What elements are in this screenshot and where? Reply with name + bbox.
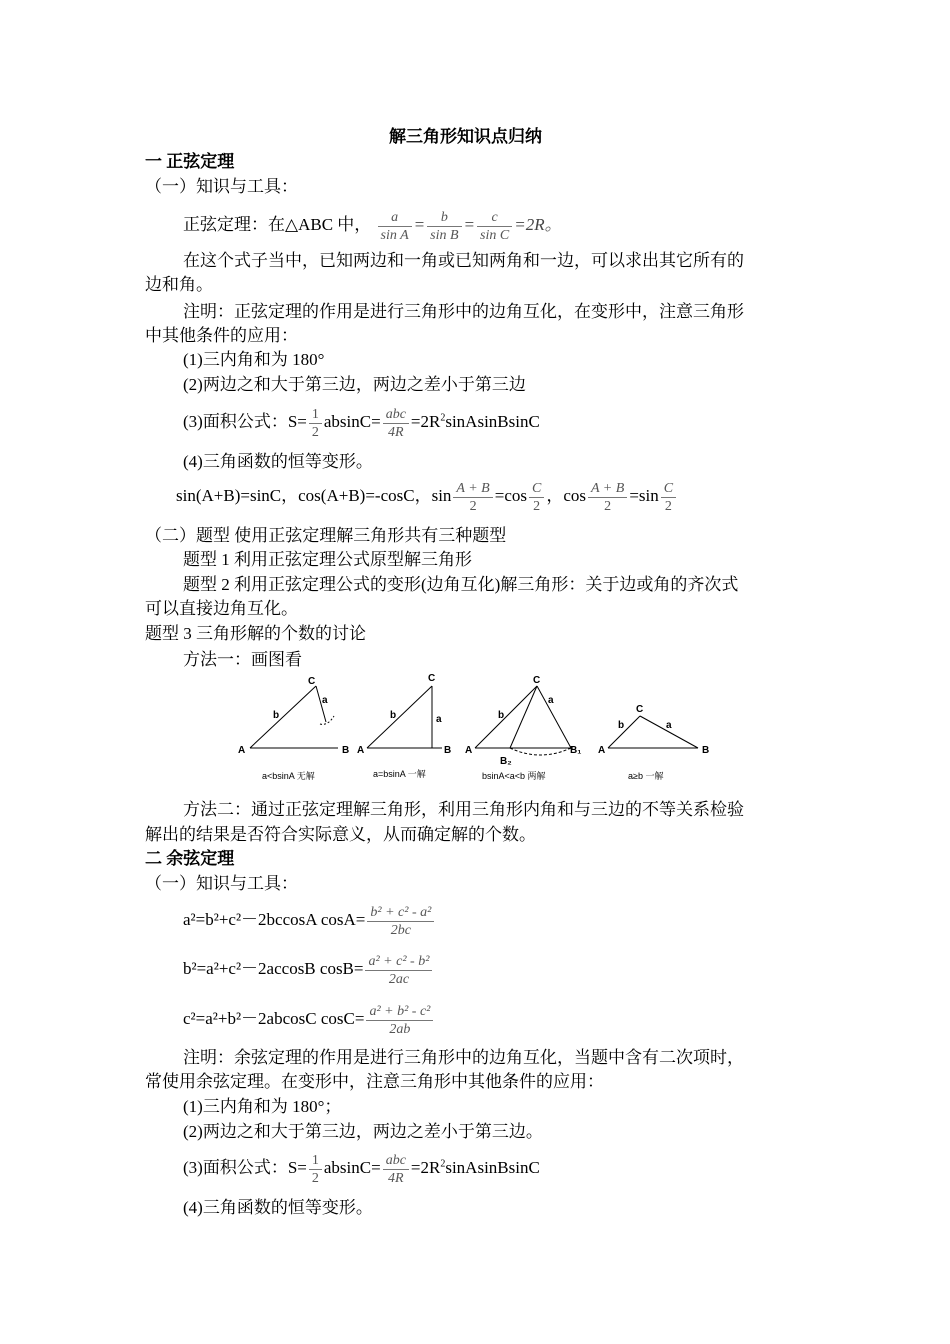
fig2-label-a: a	[436, 714, 442, 725]
frac-c-sinC: $\frac{c}{\text{sin C}}$	[477, 209, 512, 244]
fig1-label-C: C	[308, 676, 316, 687]
fig4-label-A: A	[598, 745, 606, 756]
fig2-label-C: C	[428, 673, 436, 684]
s1-type-2a: 题型 2 利用正弦定理公式的变形(边角互化)解三角形：关于边或角的齐次式	[183, 575, 739, 594]
s1-method-1: 方法一：画图看	[183, 650, 302, 669]
s1-cond-4: (4)三角函数的恒等变形。	[183, 452, 373, 471]
cosine-law-b: b²=a²+c²－2accosB cosB= $\frac{\text{a² + c² - b²}}{2ac}$	[183, 947, 434, 991]
fig4-label-b: b	[618, 720, 625, 731]
frac-abc-4R: $\frac{\text{abc}}{4R}$	[383, 406, 409, 441]
s2-subheading-1: （一）知识与工具：	[145, 874, 298, 893]
fig1-label-a: a	[322, 695, 328, 706]
frac-cosB: $\frac{\text{a² + c² - b²}}{2ac}$	[365, 953, 432, 988]
fig2-label-A: A	[357, 745, 365, 756]
s1-type-3: 题型 3 三角形解的个数的讨论	[145, 624, 366, 643]
fig4-label-C: C	[636, 704, 644, 715]
s1-cond-2: (2)两边之和大于第三边，两边之差小于第三边	[183, 375, 526, 394]
sine-law-lead: 正弦定理：在△ABC 中，	[183, 215, 372, 234]
s1-method-2b: 解出的结果是否符合实际意义，从而确定解的个数。	[145, 825, 536, 844]
section-1-heading: 一 正弦定理	[145, 152, 235, 171]
s2-area-formula: (3)面积公式：S= $\frac{1}{2}$ absinC= $\frac{\text{abc}}{4R}$ $=2R^2sinAsinBsinC$	[183, 1152, 540, 1186]
s1-para-1a: 在这个式子当中，已知两边和一角或已知两角和一边，可以求出其它所有的	[183, 251, 744, 270]
s1-cond-1: (1)三内角和为 180°	[183, 350, 325, 369]
frac-C-2b: $\frac{C}{2}$	[661, 480, 676, 515]
fig3-label-B1: B₁	[570, 745, 582, 756]
fig3-label-a: a	[548, 695, 554, 706]
cosine-law-c: c²=a²+b²－2abcosC cosC= $\frac{\text{a² + b² - c²}}{2ab}$	[183, 997, 435, 1041]
s1-area-formula: (3)面积公式：S= $\frac{1}{2}$ absinC= $\frac{\text{abc}}{4R}$ $=2R^2sinAsinBsinC$	[183, 406, 540, 440]
s1-subheading-1: （一）知识与工具：	[145, 177, 298, 196]
s1-type-1: 题型 1 利用正弦定理公式原型解三角形	[183, 550, 472, 569]
cosine-law-a: a²=b²+c²－2bccosA cosA= $\frac{\text{b² + c² - a²}}{2bc}$	[183, 898, 436, 942]
fig1-label-b: b	[273, 710, 280, 721]
document-title: 解三角形知识点归纳	[389, 127, 542, 146]
frac-one-half: $\frac{1}{2}$	[309, 406, 322, 441]
fig3-label-A: A	[465, 745, 473, 756]
sine-law-tail: =2R。	[514, 215, 562, 234]
s2-cond-4: (4)三角函数的恒等变形。	[183, 1198, 373, 1217]
fig3-caption: bsinA<a<b 两解	[482, 771, 546, 781]
s1-type-2b: 可以直接边角互化。	[145, 599, 298, 618]
frac-a-sinA: $\frac{a}{\text{sin A}}$	[378, 209, 412, 244]
fig1-label-A: A	[238, 745, 246, 756]
fig2-label-B: B	[444, 745, 452, 756]
s1-note-b: 中其他条件的应用：	[145, 326, 298, 345]
frac-one-half-2: $\frac{1}{2}$	[309, 1152, 322, 1187]
frac-AplusB-2b: $\frac{A + B}{2}$	[588, 480, 627, 515]
frac-C-2: $\frac{C}{2}$	[529, 480, 544, 515]
frac-AplusB-2: $\frac{A + B}{2}$	[453, 480, 492, 515]
fig2-caption: a=bsinA 一解	[373, 769, 426, 779]
sine-law-formula: 正弦定理：在△ABC 中， $\frac{a}{\text{sin A}}$ = $\frac{b}{\text{sin B}}$ = $\frac{c}{\text{sin C}}$ =2R。	[183, 209, 562, 243]
s2-note-a: 注明：余弦定理的作用是进行三角形中的边角互化，当题中含有二次项时，	[183, 1048, 744, 1067]
s1-para-1b: 边和角。	[145, 275, 213, 294]
frac-b-sinB: $\frac{b}{\text{sin B}}$	[427, 209, 461, 244]
frac-cosC: $\frac{\text{a² + b² - c²}}{2ab}$	[366, 1003, 433, 1038]
fig1-caption: a<bsinA 无解	[262, 771, 315, 781]
solution-count-figure	[230, 670, 730, 788]
fig3-label-B2: B₂	[500, 756, 512, 767]
s1-subheading-2: （二）题型 使用正弦定理解三角形共有三种题型	[145, 526, 507, 545]
frac-abc-4R-2: $\frac{\text{abc}}{4R}$	[383, 1152, 409, 1187]
fig3-label-C: C	[533, 675, 541, 686]
fig4-caption: a≥b 一解	[628, 771, 664, 781]
s2-note-b: 常使用余弦定理。在变形中，注意三角形中其他条件的应用：	[145, 1072, 604, 1091]
s2-cond-2: (2)两边之和大于第三边，两边之差小于第三边。	[183, 1122, 543, 1141]
fig4-label-a: a	[666, 720, 672, 731]
s1-note-a: 注明：正弦定理的作用是进行三角形中的边角互化，在变形中，注意三角形	[183, 302, 744, 321]
fig4-label-B: B	[702, 745, 710, 756]
fig1-label-B: B	[342, 745, 350, 756]
trig-identities: sin(A+B)=sinC，cos(A+B)=-cosC，sin $\frac{A + B}{2}$ =cos $\frac{C}{2}$ ，cos $\frac{A + B}{2}$ =sin $\frac{C}{2}$	[176, 474, 678, 518]
fig3-label-b: b	[498, 710, 505, 721]
section-2-heading: 二 余弦定理	[145, 849, 235, 868]
frac-cosA: $\frac{\text{b² + c² - a²}}{2bc}$	[367, 904, 434, 939]
s1-method-2a: 方法二：通过正弦定理解三角形，利用三角形内角和与三边的不等关系检验	[183, 800, 744, 819]
fig2-label-b: b	[390, 710, 397, 721]
s2-cond-1: (1)三内角和为 180°；	[183, 1097, 342, 1116]
